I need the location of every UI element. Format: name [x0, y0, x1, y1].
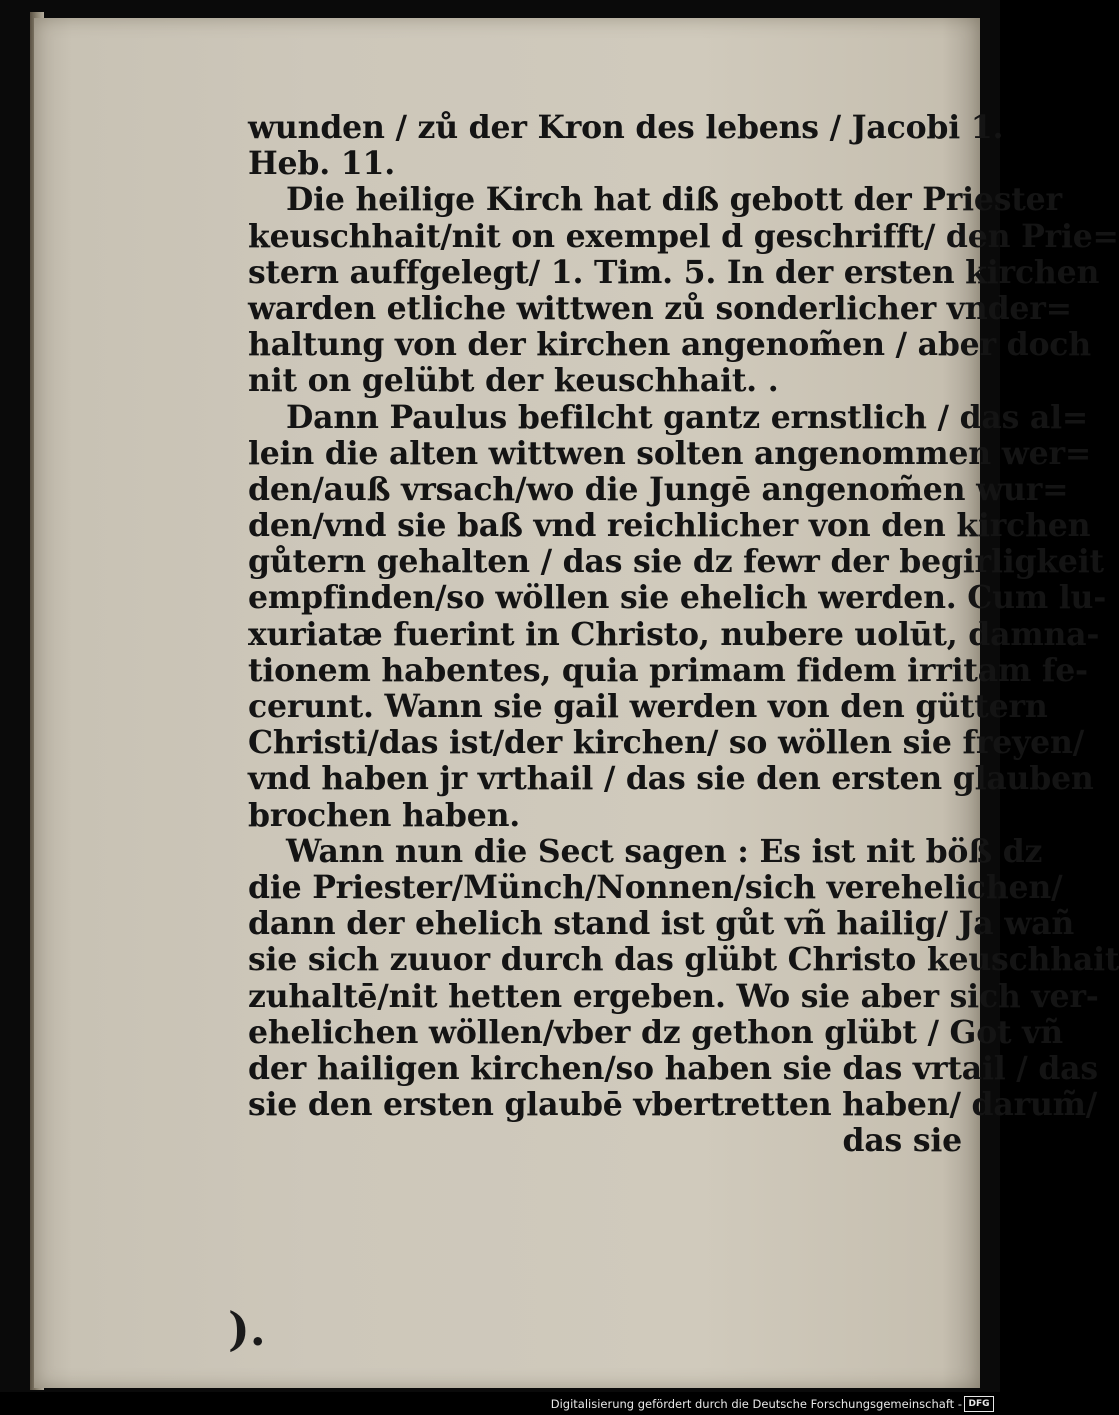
text-line: haltung von der kirchen angenom̃en / aber doch	[248, 326, 1091, 364]
text-line: brochen haben.	[248, 796, 521, 834]
signature-mark: ).	[228, 1302, 266, 1356]
text-line: nit on gelübt der keuschhait. .	[248, 362, 779, 400]
text-line: stern auffgelegt/ 1. Tim. 5. In der ersten kirchen	[248, 253, 1100, 291]
text-line: Heb. 11.	[248, 145, 395, 183]
text-line: warden etliche wittwen zů sonderlicher vnder=	[248, 289, 1072, 327]
page-text	[248, 109, 1119, 1160]
text-line: wunden / zů der Kron des lebens / Jacobi 1.	[248, 109, 1004, 146]
text-line: den/auß vrsach/wo die Jungē angenom̃en wur=	[248, 470, 1069, 508]
text-line: der hailigen kirchen/so haben sie das vrtail / das	[248, 1049, 1098, 1087]
text-line: vnd haben jr vrthail / das sie den ersten glauben	[248, 760, 1094, 798]
text-line: die Priester/Münch/Nonnen/sich verehelichen/	[248, 868, 1063, 906]
text-line: gůtern gehalten / das sie dz fewr der begirligkeit	[248, 543, 1104, 581]
text-line: ehelichen wöllen/vber dz gethon glübt / Got vñ	[248, 1013, 1063, 1051]
text-line: zuhaltē/nit hetten ergeben. Wo sie aber sich ver-	[248, 977, 1099, 1015]
text-line: lein die alten wittwen solten angenommen wer=	[248, 434, 1092, 472]
text-line: dann der ehelich stand ist gůt vñ hailig/ Ja wañ	[248, 905, 1075, 943]
text-line: sie den ersten glaubē vbertretten haben/ darum̃/	[248, 1086, 1098, 1124]
text-line: den/vnd sie baß vnd reichlicher von den kirchen	[248, 507, 1091, 545]
text-line: Dann Paulus befilcht gantz ernstlich / das al=	[286, 398, 1089, 436]
dfg-logo-icon: DFG	[964, 1396, 994, 1412]
text-line: keuschhait/nit on exempel d geschrifft/ den Prie=	[248, 217, 1119, 255]
text-line: Wann nun die Sect sagen : Es ist nit böß dz	[286, 832, 1043, 870]
text-line: Christi/das ist/der kirchen/ so wöllen sie freyen/	[248, 724, 1085, 762]
text-line: tionem habentes, quia primam fidem irritam fe-	[248, 651, 1088, 689]
text-line: sie sich zuuor durch das glübt Christo keuschhait	[248, 941, 1119, 979]
text-line: cerunt. Wann sie gail werden von den güttern	[248, 688, 1048, 725]
text-line: Die heilige Kirch hat diß gebott der Priester	[286, 181, 1062, 219]
footer-credit: Digitalisierung gefördert durch die Deutsche Forschungsgemeinschaft -	[550, 1397, 962, 1411]
catchword: das sie	[842, 1122, 962, 1160]
text-line: xuriatæ fuerint in Christo, nubere uolūt, damna-	[248, 615, 1100, 653]
text-line: empfinden/so wöllen sie ehelich werden. Cum lu-	[248, 579, 1107, 617]
